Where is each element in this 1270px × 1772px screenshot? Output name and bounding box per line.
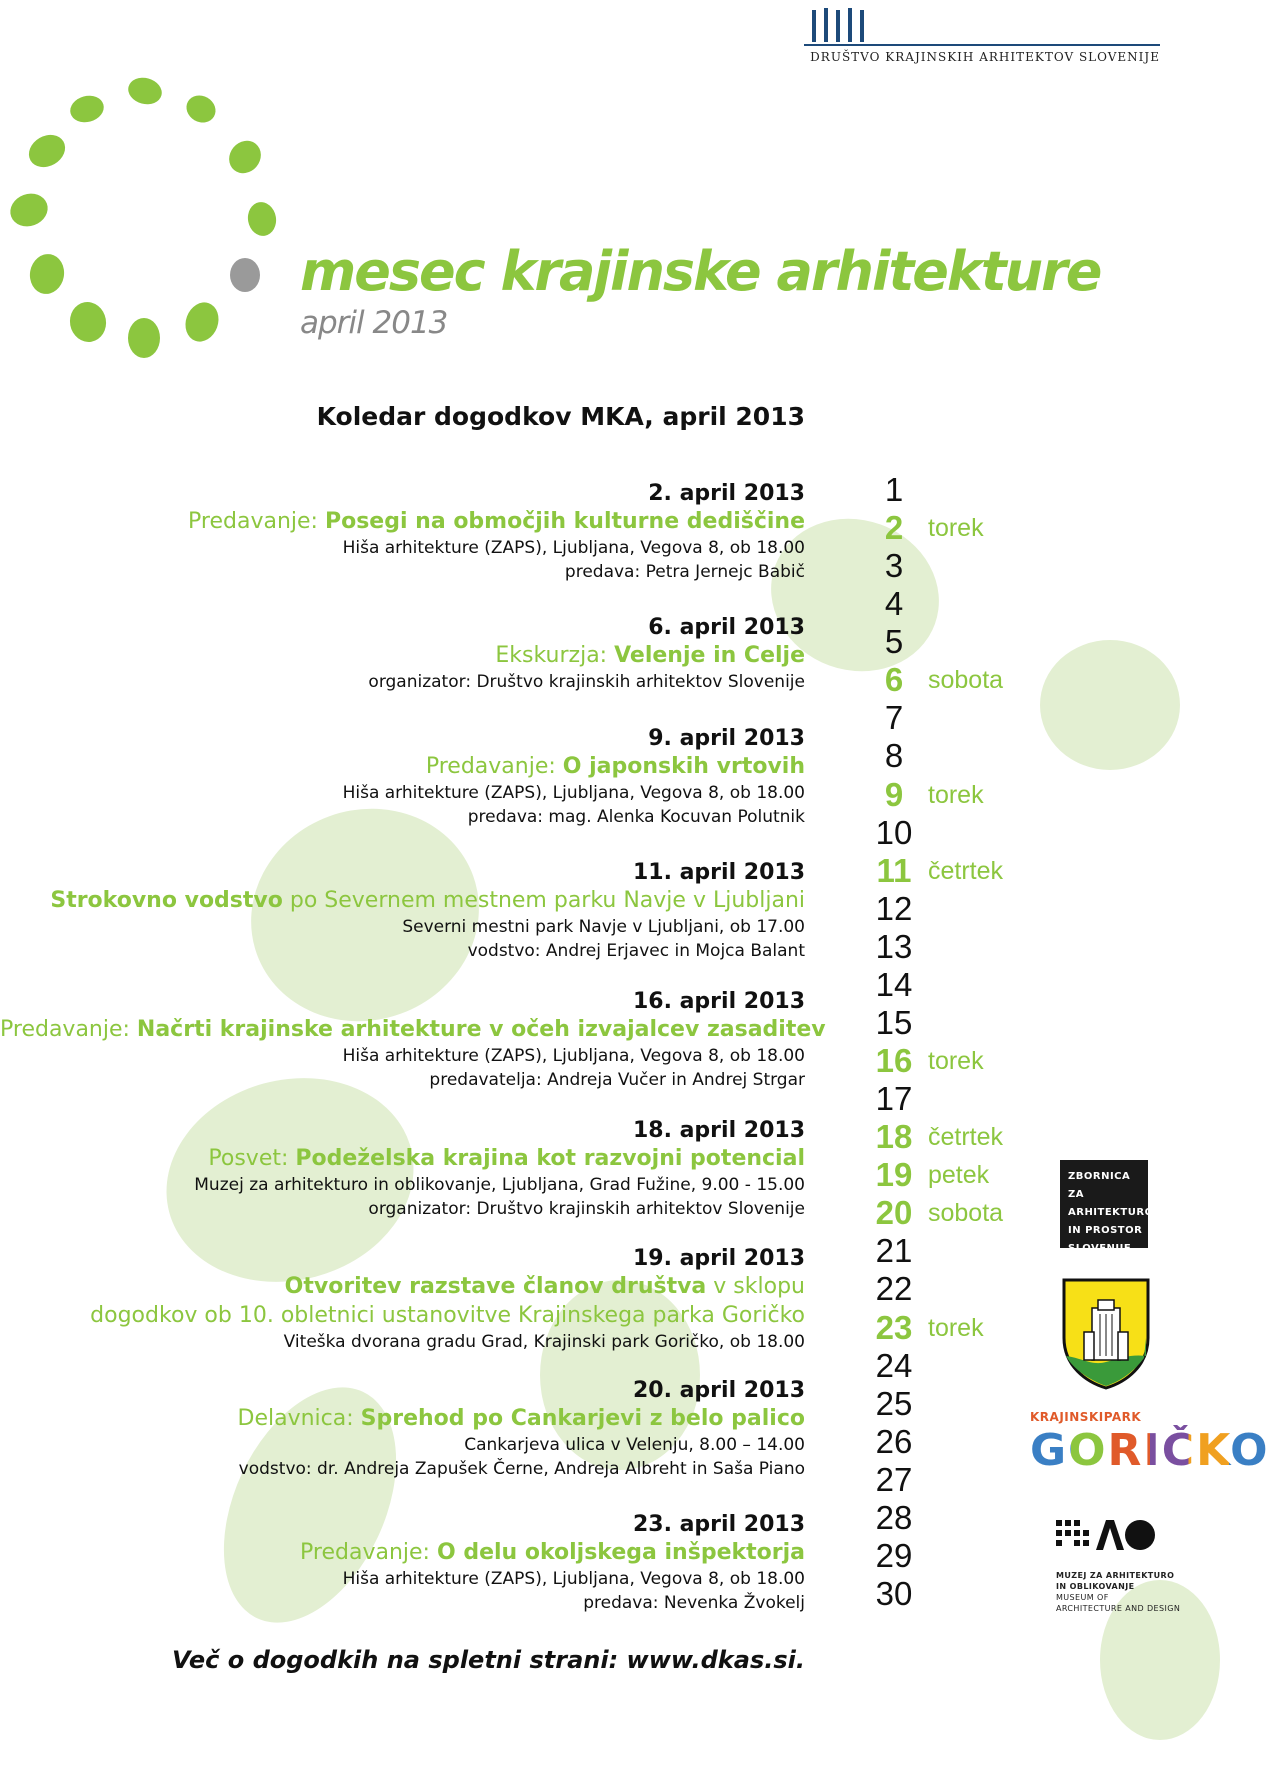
calendar-day-number: 24 (875, 1346, 913, 1384)
event-item (0, 1511, 805, 1615)
calendar-day (860, 815, 1100, 851)
calendar-day (860, 853, 1100, 889)
calendar-day-number: 19 (875, 1156, 913, 1194)
event-item (0, 1245, 805, 1354)
calendar-day-number: 4 (884, 585, 904, 623)
logo-dot (245, 200, 278, 238)
event-detail: Hiša arhitekture (ZAPS), Ljubljana, Vegova 8, ob 18.00 (342, 783, 805, 803)
calendar-day-number: 30 (875, 1575, 913, 1613)
calendar-day (860, 967, 1100, 1003)
mao-museum-logo (1056, 1518, 1181, 1613)
zbornica-logo-line: ZBORNICA ZA (1068, 1171, 1131, 1200)
event-detail: predava: Petra Jernejc Babič (564, 562, 805, 582)
event-title: Predavanje: Načrti krajinske arhitekture v očeh izvajalcev zasaditev (0, 1017, 826, 1042)
event-title: Ekskurzja: Velenje in Celje (495, 643, 805, 668)
calendar-day-number: 13 (875, 927, 913, 965)
logo-dot-grey (230, 258, 260, 292)
calendar-day-number: 25 (875, 1384, 913, 1422)
calendar-day-label: sobota (928, 666, 1004, 695)
calendar-day-number: 17 (875, 1080, 913, 1118)
calendar-day-number: 12 (875, 889, 913, 927)
event-item (0, 480, 805, 584)
calendar-day-label: četrtek (928, 1123, 1004, 1152)
calendar-day (860, 1005, 1100, 1041)
calendar-day-number: 15 (875, 1003, 913, 1041)
calendar-day-number: 7 (884, 699, 904, 737)
logo-dot (6, 188, 53, 231)
calendar-day-number: 20 (875, 1194, 913, 1232)
event-title: Posvet: Podeželska krajina kot razvojni potencial (208, 1146, 805, 1171)
calendar-day-label: torek (928, 1313, 984, 1342)
society-logo (804, 6, 1160, 62)
event-detail: Muzej za arhitekturo in oblikovanje, Ljubljana, Grad Fužine, 9.00 - 15.00 (194, 1175, 805, 1195)
event-date: 6. april 2013 (648, 615, 805, 640)
calendar-day-number: 14 (875, 965, 913, 1003)
calendar-day (860, 472, 1100, 508)
event-title: Strokovno vodstvo po Severnem mestnem parku Navje v Ljubljani (50, 888, 805, 913)
logo-dot (125, 74, 165, 108)
event-date: 23. april 2013 (632, 1512, 805, 1537)
coat-of-arms-icon (1062, 1278, 1150, 1390)
event-title: Otvoritev razstave članov društva v sklopu (284, 1274, 805, 1299)
logo-dot (180, 298, 224, 347)
calendar-day (860, 777, 1100, 813)
logo-dot (23, 129, 71, 174)
calendar-day (860, 586, 1100, 622)
calendar-day-number: 28 (875, 1498, 913, 1536)
event-detail: Cankarjeva ulica v Velenju, 8.00 – 14.00 (464, 1435, 805, 1455)
event-detail: Viteška dvorana gradu Grad, Krajinski park Goričko, ob 18.00 (283, 1332, 805, 1352)
event-item (0, 859, 805, 963)
calendar-day-label: petek (928, 1161, 990, 1190)
event-date: 19. april 2013 (632, 1246, 805, 1271)
calendar-day (860, 1119, 1100, 1155)
society-logo-rule (804, 44, 1160, 46)
event-date: 11. april 2013 (632, 860, 805, 885)
calendar-day (860, 700, 1100, 736)
mao-logo-line: IN OBLIKOVANJE (1056, 1582, 1135, 1591)
calendar-day-label: četrtek (928, 856, 1004, 885)
calendar-day-label: torek (928, 780, 984, 809)
calendar-day (860, 891, 1100, 927)
calendar-day-number: 21 (875, 1232, 913, 1270)
event-detail: predava: Nevenka Žvokelj (583, 1593, 805, 1613)
event-item (0, 988, 826, 1092)
calendar-day-number: 1 (884, 471, 904, 508)
event-detail: Hiša arhitekture (ZAPS), Ljubljana, Vegova 8, ob 18.00 (342, 1569, 805, 1589)
event-detail: Hiša arhitekture (ZAPS), Ljubljana, Vegova 8, ob 18.00 (342, 538, 805, 558)
event-date: 18. april 2013 (632, 1118, 805, 1143)
calendar-day-label: torek (928, 514, 984, 543)
event-title: Predavanje: O delu okoljskega inšpektorja (300, 1540, 805, 1565)
calendar-day (860, 510, 1100, 546)
event-title: Delavnica: Sprehod po Cankarjevi z belo palico (237, 1406, 805, 1431)
calendar-day-number: 5 (884, 623, 904, 661)
calendar-day (860, 662, 1100, 698)
calendar-day-number: 26 (875, 1422, 913, 1460)
event-detail: vodstvo: dr. Andreja Zapušek Černe, Andreja Albreht in Saša Piano (238, 1459, 805, 1479)
calendar-day (860, 1043, 1100, 1079)
event-detail: Hiša arhitekture (ZAPS), Ljubljana, Vegova 8, ob 18.00 (342, 1046, 805, 1066)
zbornica-logo (1060, 1160, 1154, 1254)
goricko-logo-text: GORIČKO (1030, 1425, 1270, 1476)
logo-dot (27, 251, 67, 296)
mao-logo-line: ARCHITECTURE AND DESIGN (1056, 1604, 1181, 1613)
mao-logo-mark (1056, 1518, 1154, 1554)
calendar-day (860, 1081, 1100, 1117)
event-item (0, 725, 805, 829)
event-title: Predavanje: O japonskih vrtovih (425, 754, 805, 779)
event-detail: predavatelja: Andreja Vučer in Andrej Strgar (429, 1070, 805, 1090)
calendar-day-label: sobota (928, 1199, 1004, 1228)
event-title-continued: dogodkov ob 10. obletnici ustanovitve Krajinskega parka Goričko (90, 1303, 805, 1328)
event-date: 9. april 2013 (648, 726, 805, 751)
footer-note: Več o dogodkih na spletni strani: www.dkas.si. (172, 1646, 805, 1674)
event-detail: Severni mestni park Navje v Ljubljani, ob 17.00 (402, 917, 805, 937)
event-detail: organizator: Društvo krajinskih arhitektov Slovenije (368, 672, 805, 692)
mao-logo-text (1056, 1570, 1180, 1614)
logo-dot (67, 92, 107, 126)
page-title: mesec krajinske arhitekture (300, 240, 1101, 303)
mao-logo-line: MUSEUM OF (1056, 1593, 1109, 1602)
calendar-day-number: 3 (884, 547, 904, 585)
calendar-day (860, 624, 1100, 660)
event-item (0, 1377, 805, 1481)
event-detail: predava: mag. Alenka Kocuvan Polutnik (467, 807, 805, 827)
zbornica-logo-line: ARHITEKTURO (1068, 1207, 1154, 1218)
calendar-day (860, 929, 1100, 965)
calendar-day-number: 9 (884, 775, 904, 813)
calendar-day-number: 11 (876, 851, 912, 889)
logo-dot (67, 299, 109, 345)
calendar-day-number: 23 (875, 1308, 913, 1346)
logo-dot (128, 318, 160, 358)
event-item (0, 614, 805, 694)
calendar-day (860, 548, 1100, 584)
calendar-day-number: 6 (884, 661, 904, 699)
event-title: Predavanje: Posegi na območjih kulturne dediščine (188, 509, 805, 534)
calendar-day-number: 29 (875, 1536, 913, 1574)
calendar-day-label: torek (928, 1047, 984, 1076)
mao-logo-line: MUZEJ ZA ARHITEKTURO (1056, 1571, 1175, 1580)
calendar-day-number: 8 (884, 737, 904, 775)
calendar-heading: Koledar dogodkov MKA, april 2013 (316, 402, 805, 431)
zbornica-logo-line: SLOVENIJE (1068, 1243, 1132, 1254)
event-date: 20. april 2013 (632, 1378, 805, 1403)
goricko-park-logo (1030, 1410, 1270, 1486)
calendar-day (860, 738, 1100, 774)
calendar-day-number: 18 (875, 1118, 913, 1156)
society-name: DRUŠTVO KRAJINSKIH ARHITEKTOV SLOVENIJE (810, 50, 1160, 64)
society-logo-mark (808, 6, 878, 44)
calendar-day-number: 27 (875, 1460, 913, 1498)
calendar-day-number: 16 (875, 1042, 913, 1080)
zbornica-logo-line: IN PROSTOR (1068, 1225, 1143, 1236)
calendar-day-number: 2 (884, 509, 904, 547)
event-item (0, 1117, 805, 1221)
page-subtitle: april 2013 (300, 305, 448, 341)
logo-dot (182, 90, 221, 128)
event-detail: vodstvo: Andrej Erjavec in Mojca Balant (467, 941, 805, 961)
calendar-day-number: 22 (875, 1270, 913, 1308)
calendar-day-number: 10 (875, 813, 913, 851)
goricko-logo-big (1030, 1426, 1270, 1476)
event-date: 16. april 2013 (632, 989, 805, 1014)
goricko-logo-small: KRAJINSKIPARK (1030, 1410, 1142, 1424)
logo-dot (223, 134, 268, 179)
event-date: 2. april 2013 (648, 481, 805, 506)
event-detail: organizator: Društvo krajinskih arhitektov Slovenije (368, 1199, 805, 1219)
